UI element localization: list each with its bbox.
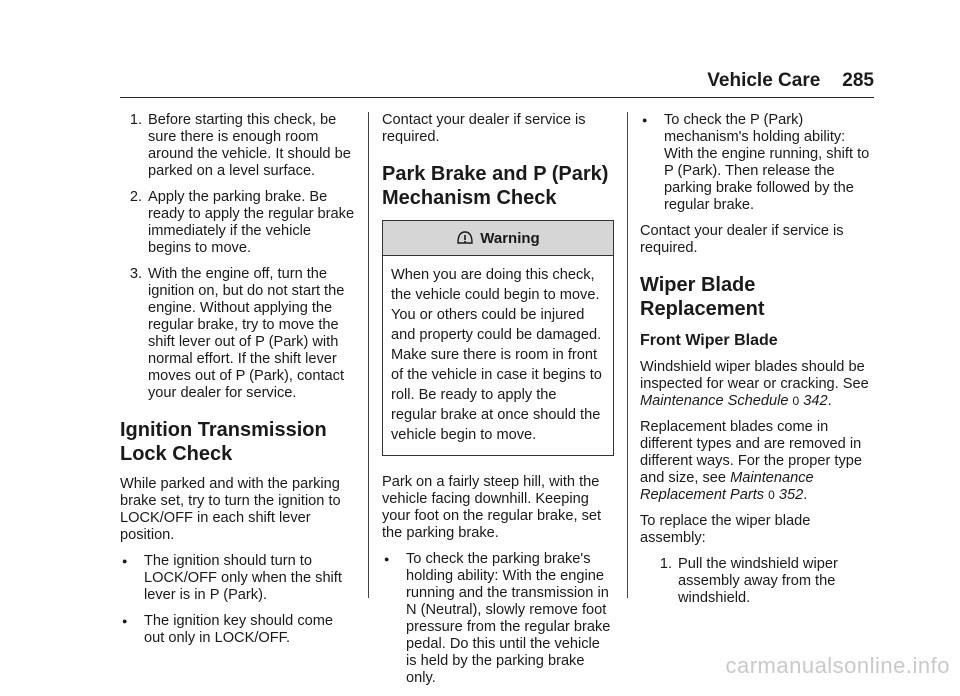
section-heading: Park Brake and P (Park) Mechanism Check [382,163,609,209]
paragraph: Park on a fairly steep hill, with the vehicle facing downhill. Keeping your foot on the regular brake, set the parking brake. [382,474,602,541]
column-3 [640,112,876,616]
paragraph: While parked and with the parking brake set, try to turn the ignition to LOCK/OFF in each shift lever position. [120,476,341,543]
bullet-icon: ● [642,115,648,125]
paragraph: To replace the wiper blade assembly: [640,513,811,546]
subsection-heading: Front Wiper Blade [640,332,778,349]
step-item [120,266,355,402]
bullet-text: The ignition key should come out only in LOCK/OFF. [144,613,334,646]
paragraph: Replacement blades come in different types and are removed in different ways. For the proper type and size, see Maintenance Replacement Parts 0 352. [640,419,862,503]
step-text: Apply the parking brake. Be ready to apply the regular brake immediately if the vehicle begins to move. [148,189,355,256]
page-ref-icon: 0 [768,488,775,502]
warning-text: When you are doing this check, the vehicle could begin to move. You or others could be injured and property could be damaged. Make sure there is room in front of the vehicle in case it begins to roll. Be ready to apply the regular brake at once should the vehicle begin to move. [391,267,602,443]
bullet-text: To check the parking brake's holding ability: With the engine running and the transmission in N (Neutral), slowly remove foot pressure from the regular brake pedal. Do this until the vehicle is held by the parking brake only. [406,551,611,686]
bullet-icon: ● [122,556,128,566]
column-divider [627,112,628,598]
step-item [120,189,355,257]
bullet-icon: ● [384,554,390,564]
column-2 [382,112,614,696]
section-heading: Ignition Transmission Lock Check [120,419,327,465]
bullet-item [120,553,355,604]
bullet-item [640,112,876,214]
step-item [120,112,355,180]
page-ref-icon: 0 [792,394,800,408]
warning-title: Warning [480,229,540,247]
step-number: 1. [659,556,672,572]
watermark: carmanualsonline.info [725,653,950,678]
cross-reference-page[interactable]: 342 [803,393,828,409]
paragraph-text: Windshield wiper blades should be inspected for wear or cracking. See [640,359,869,392]
page-header [707,70,874,92]
cross-reference-link[interactable]: Maintenance Replacement Parts [640,470,814,503]
paragraph-text: Replacement blades come in different types and are removed in different ways. For the proper type and size, see [640,419,862,486]
bullet-item [120,613,355,647]
cross-reference-link[interactable]: Maintenance Schedule [640,393,789,409]
cross-reference-page[interactable]: 352 [778,487,804,503]
step-text: Pull the windshield wiper assembly away from the windshield. [678,556,838,606]
step-number: 3. [129,266,142,282]
step-number: 1. [129,112,142,128]
warning-icon [456,229,474,247]
step-text: Before starting this check, be sure there is enough room around the vehicle. It should be parked on a level surface. [148,112,351,179]
paragraph: Contact your dealer if service is required. [640,223,844,256]
bullet-text: The ignition should turn to LOCK/OFF only when the shift lever is in P (Park). [144,553,342,603]
header-rule [120,97,874,98]
warning-box [382,220,614,456]
column-1 [120,112,355,656]
paragraph: Contact your dealer if service is required. [382,112,586,145]
column-divider [368,112,369,598]
paragraph: Windshield wiper blades should be inspected for wear or cracking. See Maintenance Schedule 0 342. [640,359,869,409]
warning-header [383,221,613,256]
section-title: Vehicle Care [707,70,821,91]
step-number: 2. [129,189,142,205]
step-item [640,556,876,607]
bullet-text: To check the P (Park) mechanism's holding ability: With the engine running, shift to P (Park). Then release the parking brake followed by the regular brake. [664,112,870,213]
bullet-icon: ● [122,616,128,626]
section-heading: Wiper Blade Replacement [640,274,765,320]
page-number: 285 [842,70,874,91]
step-text: With the engine off, turn the ignition on, but do not start the engine. Without applying the regular brake, try to move the shift lever out of P (Park) with normal effort. If the shift lever moves out of P (Park), contact your dealer for service. [148,266,345,401]
